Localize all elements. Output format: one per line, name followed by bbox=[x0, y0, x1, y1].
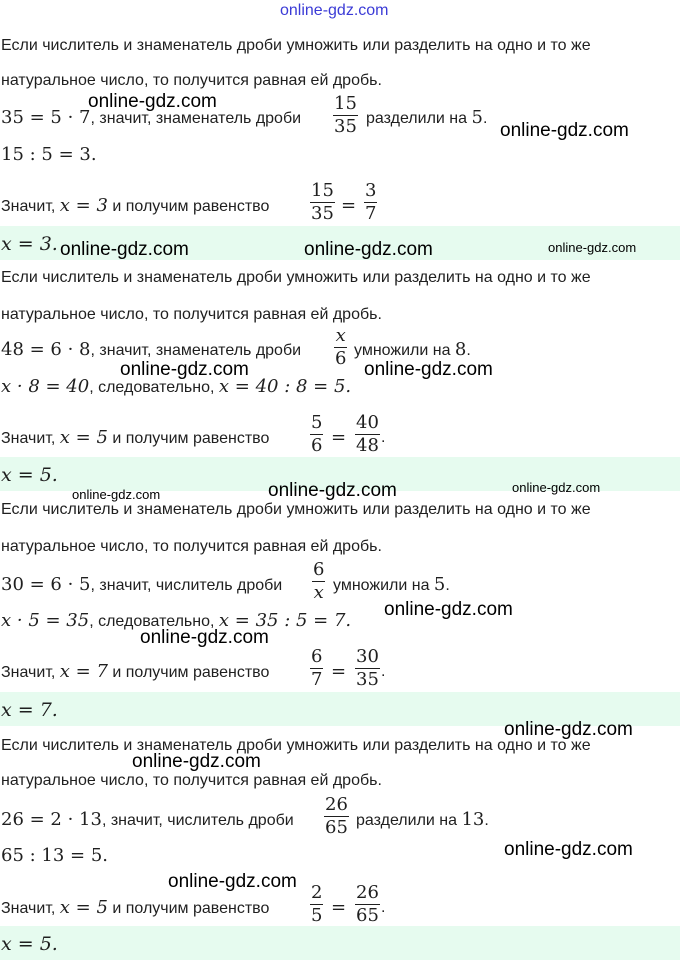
fraction bbox=[333, 95, 358, 136]
math-expression: 15 : 5 = 3. bbox=[1, 144, 97, 165]
watermark: online-gdz.com bbox=[60, 239, 189, 260]
watermark: online-gdz.com bbox=[132, 751, 261, 772]
answer-text: x = 5. bbox=[1, 933, 58, 955]
rule-line-1: Если числитель и знаменатель дроби умножить или разделить на одно и то же bbox=[1, 37, 591, 54]
numerator: 40 bbox=[356, 412, 379, 433]
equation-line bbox=[1, 575, 282, 596]
text: . bbox=[381, 429, 386, 446]
text: и получим равенство bbox=[107, 664, 270, 681]
denominator: 35 bbox=[334, 116, 357, 137]
rule-line-1: Если числитель и знаменатель дроби умножить или разделить на одно и то же bbox=[1, 737, 591, 754]
text: , следовательно, bbox=[89, 613, 219, 630]
text: . bbox=[445, 577, 450, 594]
rule-line-2: натуральное число, то получится равная ей дробь. bbox=[1, 72, 382, 89]
watermark: online-gdz.com bbox=[88, 91, 217, 112]
equals-sign: = bbox=[331, 661, 347, 682]
text: , значит, числитель дроби bbox=[90, 577, 283, 594]
denominator: x bbox=[313, 582, 324, 603]
text: и получим равенство bbox=[107, 198, 270, 215]
text: разделили на bbox=[366, 110, 472, 127]
math-number: 5 bbox=[433, 574, 446, 595]
watermark: online-gdz.com bbox=[504, 839, 633, 860]
denominator: 7 bbox=[311, 669, 323, 690]
header-watermark: online-gdz.com bbox=[280, 2, 389, 19]
equation-line bbox=[1, 340, 301, 361]
math-expression: x · 5 = 35 bbox=[1, 610, 90, 631]
fraction bbox=[310, 182, 335, 223]
rule-line-2: натуральное число, то получится равная ей дробь. bbox=[1, 306, 382, 323]
equation-line bbox=[1, 810, 294, 831]
fraction bbox=[310, 648, 323, 689]
fraction bbox=[312, 561, 325, 602]
numerator: 15 bbox=[311, 180, 334, 201]
text: Значит, bbox=[1, 664, 60, 681]
answer-text: x = 5. bbox=[1, 464, 58, 486]
watermark: online-gdz.com bbox=[364, 359, 493, 380]
numerator: 26 bbox=[325, 794, 348, 815]
rule-line-2: натуральное число, то получится равная ей дробь. bbox=[1, 538, 382, 555]
text: умножили на bbox=[354, 342, 455, 359]
watermark: online-gdz.com bbox=[140, 627, 269, 648]
equation-line-2 bbox=[1, 145, 97, 166]
denominator: 7 bbox=[365, 203, 377, 224]
text: . bbox=[381, 899, 386, 916]
answer-text: x = 3. bbox=[1, 233, 58, 255]
fraction bbox=[355, 884, 380, 925]
math-number: 8 bbox=[454, 339, 467, 360]
math-expression: 65 : 13 = 5. bbox=[1, 845, 109, 866]
math-number: 13 bbox=[461, 809, 485, 830]
equation-tail bbox=[356, 810, 489, 831]
denominator: 65 bbox=[325, 817, 348, 838]
text: , следовательно, bbox=[89, 379, 219, 396]
math-expression: 30 = 6 · 5 bbox=[1, 574, 91, 595]
fraction bbox=[355, 414, 380, 455]
text: , значит, знаменатель дроби bbox=[90, 110, 302, 127]
rule-line-1: Если числитель и знаменатель дроби умножить или разделить на одно и то же bbox=[1, 501, 591, 518]
conclusion-line bbox=[1, 428, 269, 449]
math-expression: x · 8 = 40 bbox=[1, 376, 90, 397]
numerator: 6 bbox=[311, 646, 323, 667]
watermark: online-gdz.com bbox=[268, 480, 397, 501]
denominator: 35 bbox=[311, 203, 334, 224]
denominator: 6 bbox=[335, 348, 347, 369]
fraction bbox=[310, 414, 323, 455]
equation-line-2 bbox=[1, 846, 108, 867]
equals-sign: = bbox=[341, 195, 357, 216]
numerator: x bbox=[335, 325, 346, 346]
watermark: online-gdz.com bbox=[504, 719, 633, 740]
math-expression: x = 40 : 8 = 5. bbox=[218, 376, 352, 397]
watermark: online-gdz.com bbox=[168, 871, 297, 892]
equals-sign: = bbox=[331, 897, 347, 918]
watermark: online-gdz.com bbox=[500, 120, 629, 141]
math-expression: 48 = 6 · 8 bbox=[1, 339, 91, 360]
text: . bbox=[482, 110, 488, 127]
numerator: 3 bbox=[365, 180, 377, 201]
numerator: 2 bbox=[311, 882, 323, 903]
text: , значит, числитель дроби bbox=[101, 812, 294, 829]
answer-box bbox=[0, 926, 680, 960]
text: Значит, bbox=[1, 900, 60, 917]
math-expression: x = 35 : 5 = 7. bbox=[218, 610, 352, 631]
watermark: online-gdz.com bbox=[512, 480, 601, 495]
text: Значит, bbox=[1, 430, 60, 447]
fraction bbox=[310, 884, 323, 925]
text: и получим равенство bbox=[107, 430, 270, 447]
watermark: online-gdz.com bbox=[120, 359, 249, 380]
text: . bbox=[381, 663, 386, 680]
text: . bbox=[466, 342, 471, 359]
numerator: 5 bbox=[311, 412, 323, 433]
rule-line-2: натуральное число, то получится равная ей дробь. bbox=[1, 772, 382, 789]
math-expression: x = 3 bbox=[59, 195, 108, 216]
denominator: 35 bbox=[356, 669, 379, 690]
answer-text: x = 7. bbox=[1, 699, 58, 721]
conclusion-line bbox=[1, 196, 269, 217]
denominator: 5 bbox=[311, 905, 323, 926]
text: . bbox=[484, 812, 489, 829]
numerator: 26 bbox=[356, 882, 379, 903]
numerator: 30 bbox=[356, 646, 379, 667]
text: умножили на bbox=[333, 577, 434, 594]
watermark: online-gdz.com bbox=[384, 599, 513, 620]
conclusion-line bbox=[1, 662, 269, 683]
denominator: 48 bbox=[356, 435, 379, 456]
rule-line-1: Если числитель и знаменатель дроби умножить или разделить на одно и то же bbox=[1, 269, 591, 286]
math-number: 5 bbox=[471, 107, 483, 128]
watermark: online-gdz.com bbox=[548, 240, 637, 255]
text: Значит, bbox=[1, 198, 60, 215]
math-expression: x = 5 bbox=[59, 897, 108, 918]
equation-tail bbox=[333, 575, 450, 596]
equation-tail bbox=[354, 340, 471, 361]
numerator: 6 bbox=[313, 559, 325, 580]
equation-tail bbox=[366, 108, 487, 129]
fraction bbox=[355, 648, 380, 689]
math-expression: x = 5 bbox=[59, 427, 108, 448]
numerator: 15 bbox=[334, 93, 357, 114]
text: , значит, знаменатель дроби bbox=[90, 342, 302, 359]
math-expression: 26 = 2 · 13 bbox=[1, 809, 102, 830]
fraction bbox=[324, 796, 349, 837]
fraction bbox=[334, 327, 347, 368]
math-expression: x = 7 bbox=[59, 661, 108, 682]
math-expression: 35 = 5 · 7 bbox=[1, 107, 91, 128]
conclusion-line bbox=[1, 898, 269, 919]
fraction bbox=[364, 182, 377, 223]
denominator: 65 bbox=[356, 905, 379, 926]
text: разделили на bbox=[356, 812, 462, 829]
watermark: online-gdz.com bbox=[72, 487, 161, 502]
watermark: online-gdz.com bbox=[304, 239, 433, 260]
denominator: 6 bbox=[311, 435, 323, 456]
text: и получим равенство bbox=[107, 900, 270, 917]
equals-sign: = bbox=[331, 427, 347, 448]
